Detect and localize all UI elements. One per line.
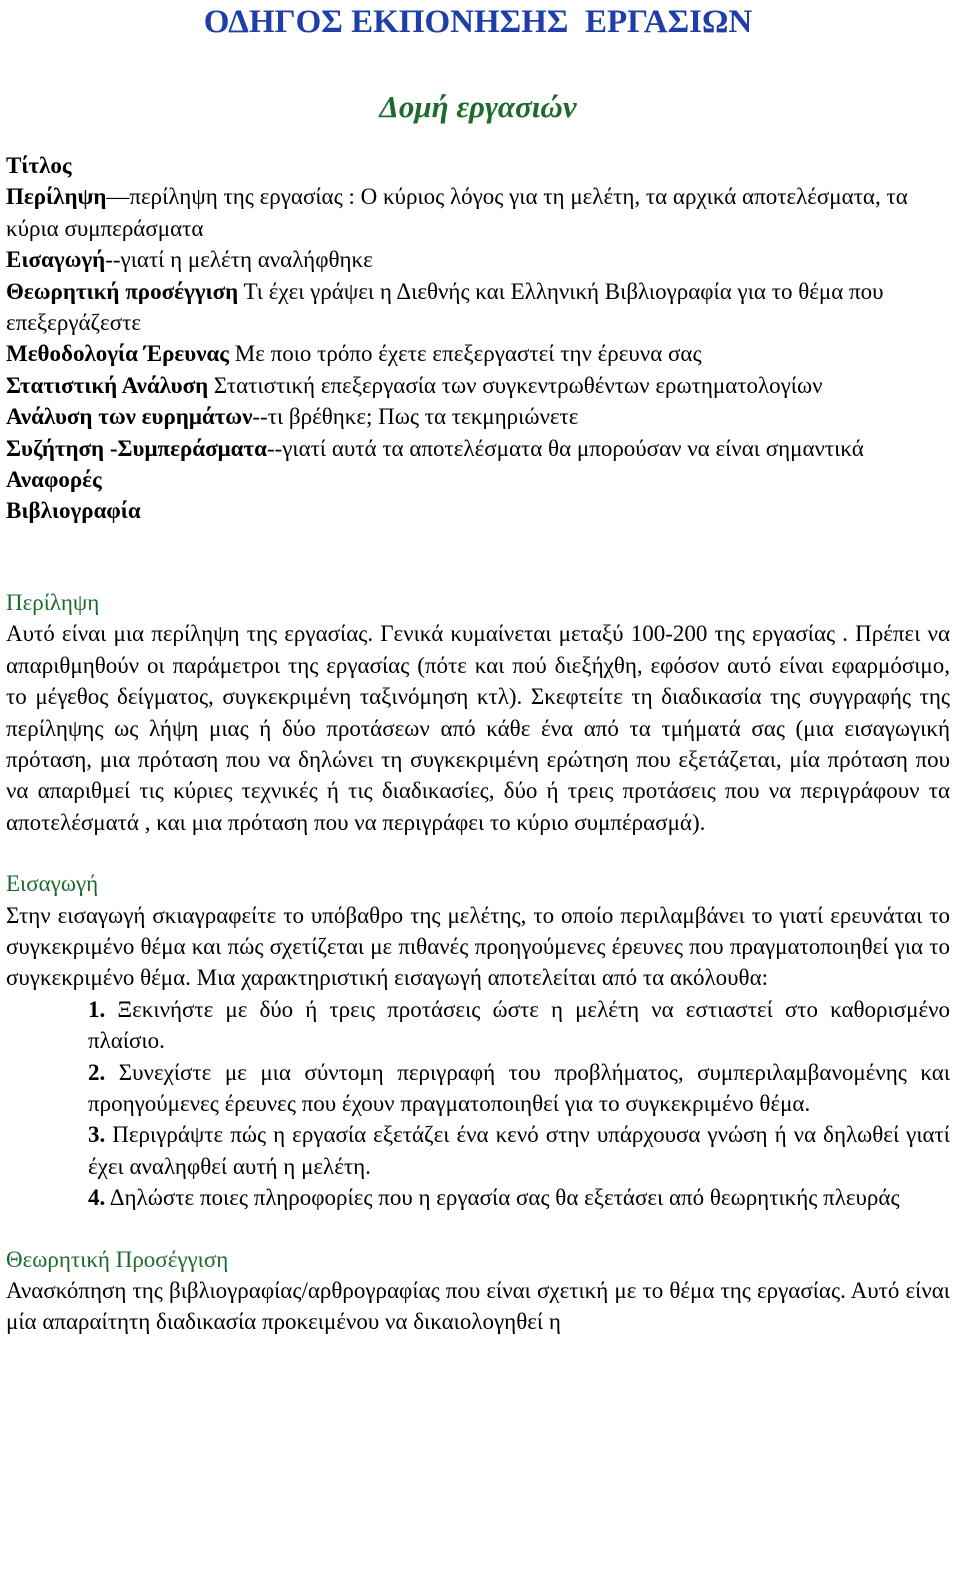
outline-term: Θεωρητική προσέγγιση: [6, 278, 239, 304]
outline-term: Εισαγωγή: [6, 247, 106, 273]
step-number: 3.: [88, 1122, 106, 1148]
summary-section: [6, 587, 950, 838]
step-number: 1.: [88, 996, 106, 1022]
outline-term: Βιβλιογραφία: [6, 498, 141, 524]
introduction-heading: Εισαγωγή: [6, 871, 99, 897]
summary-heading: Περίληψη: [6, 589, 100, 615]
outline-term: Αναφορές: [6, 467, 102, 493]
structure-outline: [6, 150, 950, 527]
step-number: 2.: [88, 1059, 106, 1085]
spacer: [6, 838, 950, 868]
outline-desc: Τι έχει γράψει η Διεθνής και Ελληνική Βιβλιογραφία για το θέμα που επεξεργάζεστε: [6, 278, 884, 336]
outline-desc: --τι βρέθηκε; Πως τα τεκμηριώνετε: [252, 404, 579, 430]
step-text: Δηλώστε ποιες πληροφορίες που η εργασία σας θα εξετάσει από θεωρητικής πλευράς: [109, 1185, 900, 1211]
outline-desc: Στατιστική επεξεργασία των συγκεντρωθέντων ερωτηματολογίων: [208, 372, 823, 398]
document-title: ΟΔΗΓΟΣ ΕΚΠΟΝΗΣΗΣ ΕΡΓΑΣΙΩΝ: [203, 4, 753, 40]
step-number: 4.: [88, 1185, 106, 1211]
spacer: [6, 1214, 950, 1244]
outline-item: [6, 401, 950, 432]
outline-term: Μεθοδολογία Έρευνας: [6, 341, 230, 367]
list-item: [88, 1182, 950, 1213]
outline-item: [6, 433, 950, 464]
introduction-text: Στην εισαγωγή σκιαγραφείτε το υπόβαθρο της μελέτης, το οποίο περιλαμβάνει το γιατί ερευνάται το συγκεκριμένο θέμα και πώς σχετίζεται με πιθανές προηγούμενες έρευνες που πραγματοποιηθεί για το συγκεκριμένο θέμα. Μια χαρακτηριστική εισαγωγή αποτελείται από τα ακόλουθα:: [6, 902, 950, 991]
list-item: [88, 1119, 950, 1182]
outline-desc: —περίληψη της εργασίας : Ο κύριος λόγος για τη μελέτη, τα αρχικά αποτελέσματα, τα κύρια συμπεράσματα: [6, 184, 908, 241]
outline-term: Συζήτηση -Συμπεράσματα: [6, 435, 267, 461]
outline-term: Ανάλυση των ευρημάτων: [6, 404, 253, 430]
introduction-steps: [6, 994, 950, 1214]
outline-desc: Με ποιο τρόπο έχετε επεξεργαστεί την έρευνα σας: [229, 341, 702, 367]
outline-item: [6, 181, 950, 244]
step-text: Συνεχίστε με μια σύντομη περιγραφή του προβλήματος, συμπεριλαμβανομένης και προηγούμενες έρευνες που έχουν πραγματοποιηθεί για το συγκεκριμένο θέμα.: [88, 1059, 951, 1116]
outline-item: [6, 464, 950, 495]
theory-section: [6, 1244, 950, 1338]
theory-heading: Θεωρητική Προσέγγιση: [6, 1246, 229, 1272]
spacer: [6, 527, 950, 587]
outline-item: [6, 244, 950, 275]
structure-subtitle: Δομή εργασιών: [379, 89, 577, 124]
introduction-section: [6, 868, 950, 1213]
outline-item: [6, 338, 950, 369]
outline-item: [6, 495, 950, 526]
document-page: [6, 0, 950, 1338]
summary-text: Αυτό είναι μια περίληψη της εργασίας. Γενικά κυμαίνεται μεταξύ 100-200 της εργασίας . Πρέπει να απαριθμηθούν οι παράμετροι της εργασίας (πότε και πού διεξήχθη, εφόσον αυτό είναι εφαρμόσιμο, το μέγεθος δείγματος, συγκεκριμένη ταξινόμηση κτλ). Σκεφτείτε τη διαδικασία της συγγραφής της περίληψης ως λήψη μιας ή δύο προτάσεων από κάθε ένα από τα τμήματά σας (μια εισαγωγική πρόταση, μια πρόταση που να δηλώνει τη συγκεκριμένη ερώτηση που εξετάζεται, μία πρόταση που να απαριθμεί τις κύριες τεχνικές ή τις διαδικασίες, δύο ή τρεις προτάσεις που να περιγράφουν τα αποτελέσματά , και μια πρόταση που να περιγράφει το κύριο συμπέρασμά).: [6, 621, 950, 835]
step-text: Ξεκινήστε με δύο ή τρεις προτάσεις ώστε η μελέτη να εστιαστεί στο καθορισμένο πλαίσιο.: [88, 996, 951, 1054]
outline-item: [6, 370, 950, 401]
outline-item: [6, 150, 950, 181]
outline-desc: --γιατί η μελέτη αναλήφθηκε: [105, 247, 373, 273]
outline-item: [6, 276, 950, 339]
list-item: [88, 994, 950, 1057]
outline-term: Στατιστική Ανάλυση: [6, 372, 209, 398]
list-item: [88, 1057, 950, 1120]
step-text: Περιγράψτε πώς η εργασία εξετάζει ένα κενό στην υπάρχουσα γνώση ή να δηλωθεί γιατί έχει αναληφθεί αυτή η μελέτη.: [88, 1122, 950, 1179]
outline-term: Τίτλος: [6, 153, 72, 178]
outline-term: Περίληψη: [6, 184, 107, 210]
theory-text: Ανασκόπηση της βιβλιογραφίας/αρθρογραφίας που είναι σχετική με το θέμα της εργασίας. Αυτό είναι μία απαραίτητη διαδικασία προκειμένου να δικαιολογηθεί η: [6, 1278, 950, 1335]
outline-desc: --γιατί αυτά τα αποτελέσματα θα μπορούσαν να είναι σημαντικά: [266, 435, 864, 461]
